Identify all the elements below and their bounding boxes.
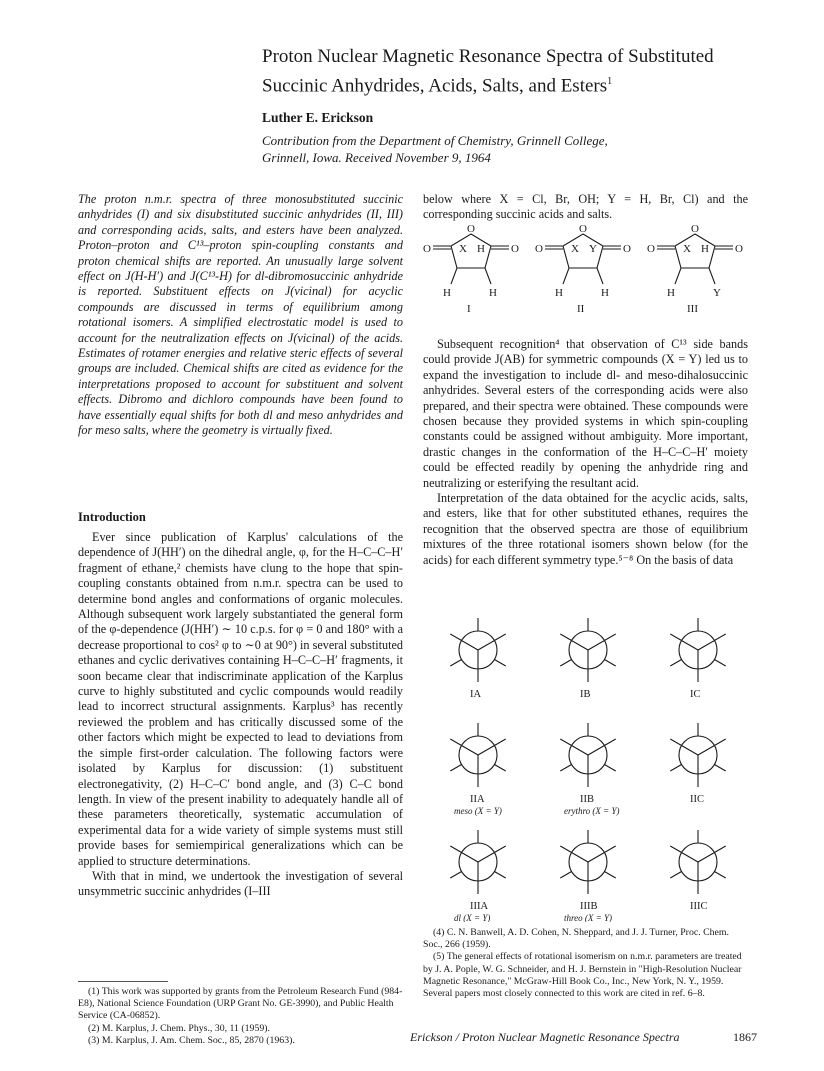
svg-text:X: X <box>459 243 467 255</box>
rotamer-sublabel: dl (X = Y) <box>454 913 491 922</box>
title-line-2: Succinic Anhydrides, Acids, Salts, and Esters <box>262 75 608 97</box>
anhydride-label-II: II <box>577 303 585 315</box>
rotamer-label: IIA <box>470 794 485 805</box>
affiliation <box>262 132 782 166</box>
footnotes-left <box>78 986 403 1047</box>
svg-text:H: H <box>601 287 609 299</box>
svg-text:H: H <box>701 243 709 255</box>
intro-paragraph-2: With that in mind, we undertook the investigation of several unsymmetric succinic anhydrides (I–III <box>78 868 403 899</box>
rotamer-IIIA <box>450 830 505 922</box>
svg-text:H: H <box>477 243 485 255</box>
rotamer-label: IIIC <box>690 901 708 912</box>
footnote-4: (4) C. N. Banwell, A. D. Cohen, N. Sheppard, and J. J. Turner, Proc. Chem. Soc., 266 (1959). <box>423 927 729 951</box>
svg-text:Y: Y <box>589 243 597 255</box>
svg-text:H: H <box>489 287 497 299</box>
svg-text:H: H <box>555 287 563 299</box>
rotamer-IIA <box>450 723 505 816</box>
anhydride-structure-III <box>647 223 743 315</box>
author-name: Luther E. Erickson <box>262 110 374 125</box>
rotamer-IB <box>560 618 615 700</box>
svg-text:Y: Y <box>713 287 721 299</box>
rotamer-IIIC <box>670 830 725 912</box>
svg-text:O: O <box>467 223 475 235</box>
right-column-intro: below where X = Cl, Br, OH; Y = H, Br, Cl) and the corresponding succinic acids and salts. <box>423 192 748 222</box>
rotamer-IA <box>450 618 505 700</box>
svg-text:O: O <box>511 243 519 255</box>
footnote-rule <box>78 981 168 982</box>
footnotes-right <box>423 927 748 1000</box>
rotamer-sublabel: meso (X = Y) <box>454 806 502 816</box>
anhydride-structures-diagram <box>423 222 753 334</box>
title-footnote-mark: 1 <box>607 76 613 87</box>
rotamer-newman-diagram <box>423 600 753 922</box>
rotamer-IC <box>670 618 725 700</box>
rotamer-label: IIB <box>580 794 594 805</box>
rotamer-label: IC <box>690 689 701 700</box>
anhydride-label-III: III <box>687 303 698 315</box>
right-paragraph-2: Interpretation of the data obtained for the acyclic acids, salts, and esters, like that for other substituted ethanes, requires the recognition that the observed spectra are those of equilibrium mixtures of the three rotational isomers shown below (for the acids) for each different symmetry type.⁵⁻⁸ On the basis of data <box>423 491 748 567</box>
intro-paragraph-1: Ever since publication of Karplus' calculations of the dependence of J(HH′) on the dihedral angle, φ, for the H–C–C–H′ fragment of ethane,² chemists have clung to the hope that spin-coupling constants obtained from n.m.r. spectra can be used to determine bond angles and conformations of organic molecules. Although subsequent work largely substantiated the general form of the φ-dependence (J(HH′) ∼ 10 c.p.s. for φ = 0 and 180° with a decrease proportional to cos² φ to ∼0 at 90°) in several substituted ethanes and cyclic derivatives containing H–C–C–H′ fragments, it soon became clear that indiscriminate application of the Karplus curve to highly substituted and cyclic compounds would readily lead to incorrect structural assignments. Karplus³ has recently reviewed the problem and has critically discussed some of the other factors which might be expected to lead to deviations from the simple first-order calculation. The following factors were isolated by Karplus for discussion: (1) substituent electronegativity, (2) H–C–C′ bond angle, and (3) C–C bond length. In view of the present inability to adequately handle all of these parameters theoretically, systematic accumulation of experimental data for a wide variety of simple systems must still provide bases for semiempirical generalizations which can be applied to structure determinations. <box>78 530 403 868</box>
svg-text:H: H <box>443 287 451 299</box>
page-number: 1867 <box>733 1030 757 1044</box>
svg-text:O: O <box>623 243 631 255</box>
rotamer-IIB <box>560 723 619 816</box>
abstract: The proton n.m.r. spectra of three monosubstituted succinic anhydrides (I) and six disubstituted succinic anhydrides (II, III) and corresponding acids, salts, and esters have been analyzed. Proton–proton and C¹³–proton spin-coupling constants and proton chemical shifts are reported. An unusually large solvent effect on J(H-H′) and J(C¹³-H) for dl-dibromosuccinic anhydride is reported. Substituent effects on J(vicinal) for acyclic compounds are discussed in terms of equilibrium among rotational isomers. A simplified electrostatic model is used to account for the neutralization effects on J(vicinal) of the acids. Estimates of rotamer energies and relative steric effects of several groups are included. Chemical shifts are cited as evidence for the interpretations proposed to account for substituent and solvent effects. Dibromo and dichloro compounds have been found to have essentially equal shifts for both dl and meso anhydrides and for meso salts, where the geometry is virtually fixed. <box>78 192 403 438</box>
rotamer-sublabel: erythro (X = Y) <box>564 806 620 816</box>
rotamer-label: IIC <box>690 794 704 805</box>
svg-text:O: O <box>423 243 431 255</box>
anhydride-structure-I <box>423 223 519 315</box>
svg-text:H: H <box>667 287 675 299</box>
rotamer-label: IIIA <box>470 901 489 912</box>
footnote-2: (2) M. Karplus, J. Chem. Phys., 30, 11 (1959). <box>88 1022 270 1034</box>
running-footer: Erickson / Proton Nuclear Magnetic Resonance Spectra <box>410 1030 680 1044</box>
right-column-body <box>423 337 748 568</box>
rotamer-IIC <box>670 723 725 805</box>
affiliation-line-1: Contribution from the Department of Chemistry, Grinnell College, <box>262 133 608 148</box>
footnote-5: (5) The general effects of rotational isomerism on n.m.r. parameters are treated by J. A. Pople, W. G. Schneider, and H. J. Bernstein in "High-Resolution Nuclear Magnetic Resonance," McGraw-Hill Book Co., Inc., New York, N. Y., 1959. Several papers most closely connected to this work are cited in ref. 6–8. <box>423 951 742 1000</box>
footnote-3: (3) M. Karplus, J. Am. Chem. Soc., 85, 2870 (1963). <box>88 1034 295 1046</box>
svg-text:X: X <box>683 243 691 255</box>
svg-text:X: X <box>571 243 579 255</box>
rotamer-sublabel: threo (X = Y) <box>564 913 612 922</box>
rotamer-IIIB <box>560 830 615 922</box>
footnote-1: (1) This work was supported by grants from the Petroleum Research Fund (984-E8), National Science Foundation (URP Grant No. GE-3990), and Public Health Service (CA-06852). <box>78 986 403 1022</box>
rotamer-label: IIIB <box>580 901 598 912</box>
anhydride-label-I: I <box>467 303 471 315</box>
rotamer-label: IA <box>470 689 482 700</box>
anhydride-structure-II <box>535 223 631 315</box>
right-paragraph-1: Subsequent recognition⁴ that observation of C¹³ side bands could provide J(AB) for symmetric compounds (X = Y) led us to expand the investigation to include dl- and meso-dihalosuccinic anhydrides. Several esters of the corresponding acids were also prepared, and their spectra were obtained. These compounds were chosen because they provided systems in which spin-coupling constants could be assigned without ambiguity. More important, drastic changes in the conformation of the H–C–C–H′ moiety could be effected readily by opening the anhydride ring and neutralizing or esterifying the resultant acid. <box>423 337 748 490</box>
section-heading-introduction: Introduction <box>78 510 146 524</box>
title-line-1: Proton Nuclear Magnetic Resonance Spectra of Substituted <box>262 46 714 67</box>
svg-text:O: O <box>735 243 743 255</box>
rotamer-label: IB <box>580 689 591 700</box>
introduction-body <box>78 530 403 900</box>
article-title <box>262 44 782 98</box>
svg-text:O: O <box>579 223 587 235</box>
svg-text:O: O <box>535 243 543 255</box>
svg-text:O: O <box>691 223 699 235</box>
svg-text:O: O <box>647 243 655 255</box>
affiliation-line-2: Grinnell, Iowa. Received November 9, 1964 <box>262 150 491 165</box>
